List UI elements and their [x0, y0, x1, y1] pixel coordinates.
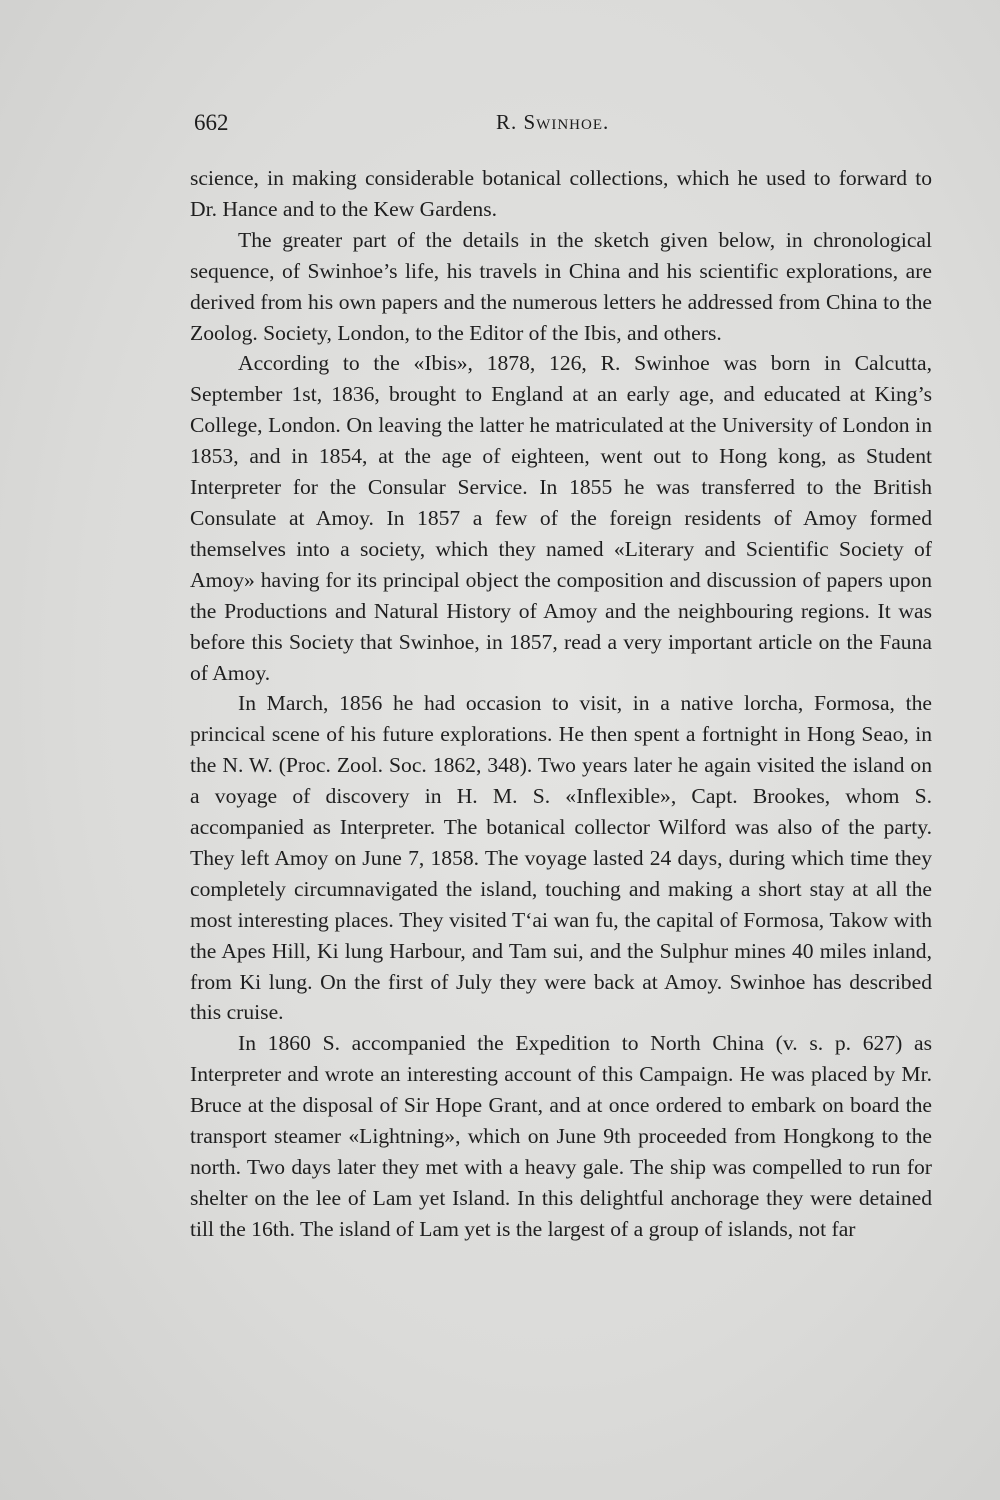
paragraph-4: In March, 1856 he had occasion to visit, in a native lorcha, Formosa, the princical scene of his future explorations. He then spent a fortnight in Hong Seao, in the N. W. (Proc. Zool. Soc. 1862, 348). Two years later he again visited the island on a voyage of discovery in H. M. S. «Inflexible», Capt. Brookes, whom S. accompanied as Interpreter. The botanical collector Wilford was also of the party. They left Amoy on June 7, 1858. The voyage lasted 24 days, during which time they completely circumnavigated the island, touching and making a short stay at all the most interesting places. They visited Tʻai wan fu, the capital of Formosa, Takow with the Apes Hill, Ki lung Harbour, and Tam sui, and the Sulphur mines 40 miles inland, from Ki lung. On the first of July they were back at Amoy. Swinhoe has described this cruise.: [190, 691, 932, 1025]
page-header: [194, 110, 934, 142]
paragraph-2: The greater part of the details in the sketch given below, in chronological sequence, of Swinhoe’s life, his travels in China and his scientific explorations, are derived from his own papers and the numerous letters he addressed from China to the Zoolog. Society, London, to the Editor of the Ibis, and others.: [190, 227, 932, 345]
paragraph-5: In 1860 S. accompanied the Expedition to North China (v. s. p. 627) as Interpreter and wrote an interesting account of this Campaign. He was placed by Mr. Bruce at the disposal of Sir Hope Grant, and at once ordered to embark on board the transport steamer «Lightning», which on June 9th proceeded from Hongkong to the north. Two days later they met with a heavy gale. The ship was compelled to run for shelter on the lee of Lam yet Island. In this delightful anchorage they were detained till the 16th. The island of Lam yet is the largest of a group of islands, not far: [190, 1031, 932, 1241]
page-number: 662: [194, 110, 229, 135]
running-head: R. Swinhoe.: [496, 110, 610, 134]
body-text: [190, 163, 932, 1245]
paragraph-3: According to the «Ibis», 1878, 126, R. Swinhoe was born in Calcutta, September 1st, 1836, brought to England at an early age, and educated at King’s College, London. On leaving the latter he matriculated at the University of London in 1853, and in 1854, at the age of eighteen, went out to Hong kong, as Student Interpreter for the Consular Service. In 1855 he was transferred to the British Consulate at Amoy. In 1857 a few of the foreign residents of Amoy formed themselves into a society, which they named «Literary and Scientific Society of Amoy» having for its principal object the composition and discussion of papers upon the Productions and Natural History of Amoy and the neighbouring regions. It was before this Society that Swinhoe, in 1857, read a very important article on the Fauna of Amoy.: [190, 351, 932, 685]
paragraph-1: science, in making considerable botanical collections, which he used to forward to Dr. Hance and to the Kew Gardens.: [190, 166, 932, 221]
